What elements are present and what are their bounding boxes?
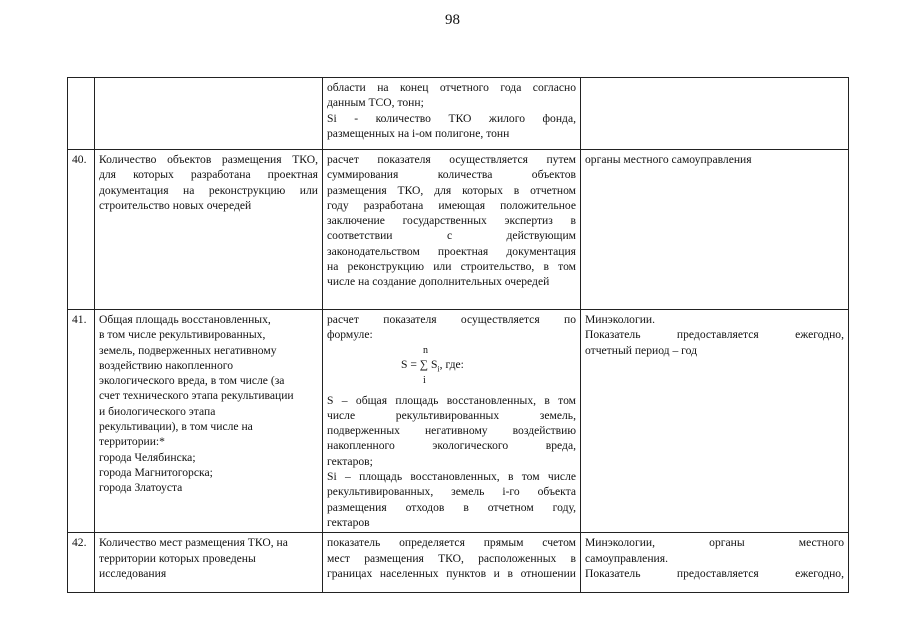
text-line: накопленного экологического вреда, — [327, 439, 576, 453]
row-number-cell: 40. — [68, 150, 95, 310]
text-line: для которых разработана проектная — [99, 168, 318, 182]
indicator-name-cell — [95, 310, 323, 533]
text-line: земель, подверженных негативному — [99, 343, 277, 357]
source-cell — [581, 310, 849, 533]
text-line: счет технического этапа рекультивации — [99, 389, 294, 403]
text-line: города Златоуста — [99, 481, 183, 495]
text-line: Показатель предоставляется ежегодно, — [585, 328, 844, 342]
text-line: самоуправления. — [585, 551, 668, 565]
text-line: отчетный период – год — [585, 343, 697, 357]
text-line: на реконструкцию или строительство, в том — [327, 260, 576, 274]
text-line: суммирования количества объектов — [327, 168, 576, 182]
text-line: соответствии с действующим — [327, 229, 576, 243]
text-line: данным ТСО, тонн; — [327, 96, 424, 110]
text-line: числе на создание дополнительных очередей — [327, 275, 550, 289]
source-cell — [581, 78, 849, 150]
text-line: рекультивированных, земель i-го объекта — [327, 485, 576, 499]
text-line: размещения отходов в отчетном году, — [327, 500, 576, 514]
text-line: строительство новых очередей — [99, 198, 252, 212]
calculation-cell — [323, 533, 581, 593]
formula-body — [401, 357, 464, 377]
text-line: исследования — [99, 566, 167, 580]
text-line: Минэкологии. — [585, 313, 656, 326]
table-row-continuation — [68, 78, 849, 150]
text-line: границах населенных пунктов и в отношении — [327, 566, 576, 580]
sum-formula — [327, 345, 576, 389]
text-line: города Магнитогорска; — [99, 465, 213, 479]
text-line: расчет показателя осуществляется путем — [327, 153, 576, 166]
text-line: области на конец отчетного года согласно — [327, 81, 576, 94]
text-line: территории которых проведены — [99, 551, 256, 565]
text-line: Количество объектов размещения ТКО, — [99, 153, 318, 166]
text-line: числе рекультивированных земель, — [327, 408, 576, 422]
text-line: Количество мест размещения ТКО, на — [99, 536, 288, 550]
text-line: Общая площадь восстановленных, — [99, 313, 271, 326]
text-line: гектаров — [327, 515, 370, 529]
text-line: мест размещения ТКО, расположенных в — [327, 551, 576, 565]
calculation-cell — [323, 78, 581, 150]
text-line: гектаров; — [327, 454, 373, 468]
text-line: расчет показателя осуществляется по — [327, 313, 576, 326]
indicator-name-cell — [95, 533, 323, 593]
text-line: размещения ТКО, для которых в отчетном — [327, 183, 576, 197]
row-number-cell: 41. — [68, 310, 95, 533]
source-cell — [581, 150, 849, 310]
text-line: заключение государственных экспертиз в — [327, 214, 576, 228]
text-line: формуле: — [327, 328, 373, 342]
table-row-40 — [68, 150, 849, 310]
indicator-name-cell — [95, 150, 323, 310]
text-line: и биологического этапа — [99, 404, 216, 418]
text-line: S – общая площадь восстановленных, в том — [327, 393, 576, 407]
table-row-41 — [68, 310, 849, 533]
text-line: экологического вреда, в том числе (за — [99, 374, 285, 388]
text-line: Si - количество ТКО жилого фонда, — [327, 111, 576, 125]
text-line: органы местного самоуправления — [585, 153, 752, 166]
text-line: году разработана имеющая положительное — [327, 198, 576, 212]
text-line: города Челябинска; — [99, 450, 196, 464]
text-line: в том числе рекультивированных, — [99, 328, 266, 342]
text-line: показатель определяется прямым счетом — [327, 536, 576, 550]
row-number-cell — [68, 78, 95, 150]
text-line: рекультивации), в том числе на — [99, 420, 253, 434]
text-line: размещенных на i-ом полигоне, тонн — [327, 126, 510, 140]
calculation-cell — [323, 310, 581, 533]
formula-tail: , где: — [439, 357, 464, 371]
table-row-42 — [68, 533, 849, 593]
indicator-name-cell — [95, 78, 323, 150]
page-number: 98 — [445, 12, 460, 28]
text-line: документация на реконструкцию или — [99, 183, 318, 197]
calculation-cell — [323, 150, 581, 310]
text-line: Минэкологии, органы местного — [585, 536, 844, 550]
text-line: Показатель предоставляется ежегодно, — [585, 566, 844, 580]
indicators-table — [67, 77, 849, 593]
formula-main: S = ∑ S — [401, 357, 438, 371]
source-cell — [581, 533, 849, 593]
text-line: законодательством проектная документация — [327, 244, 576, 258]
formula-upper-limit: n — [423, 344, 428, 356]
text-line: воздействию накопленного — [99, 358, 234, 372]
text-line: подверженных негативному воздействию — [327, 424, 576, 438]
text-line: Si – площадь восстановленных, в том числе — [327, 470, 576, 484]
formula-subscript: i — [437, 363, 440, 373]
row-number-cell: 42. — [68, 533, 95, 593]
text-line: территории:* — [99, 435, 165, 449]
formula-lower-limit: i — [423, 374, 426, 386]
